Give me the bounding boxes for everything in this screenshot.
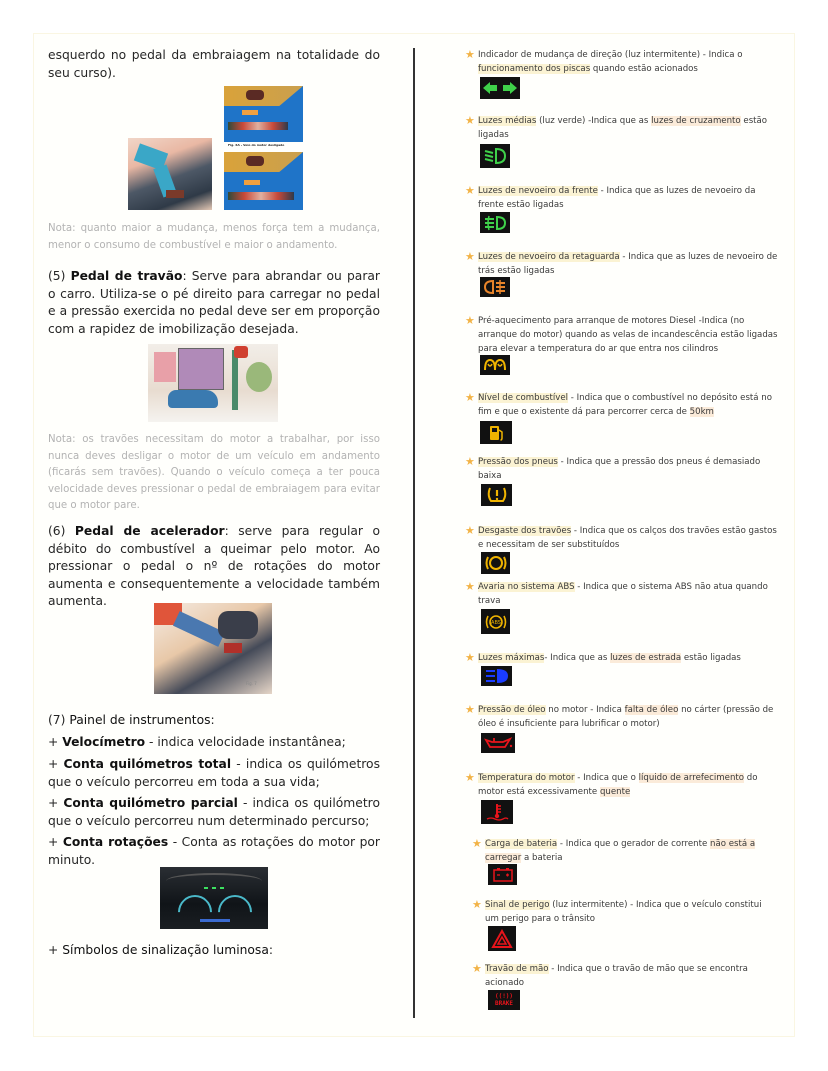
indicator-item-glow-plug: ★ Pré-aquecimento para arranque de motores Diesel -Indica (no arranque do motor) quando as velas de incandescência estão ligadas para elevar a temperatura do ar que entra nos cilindros bbox=[465, 314, 778, 354]
svg-text:ABS: ABS bbox=[490, 619, 501, 626]
highlighted-term: Carga de bateria bbox=[485, 839, 558, 849]
accelerator-pedal-paragraph: (6) Pedal de acelerador: serve para regular o débito do combustível a queimar pelo motor. Ao pressionar o pedal o nº de rotações do motor aumenta e consequentemente a velocidade também aumenta. bbox=[48, 524, 380, 609]
star-icon: ★ bbox=[465, 524, 475, 537]
column-divider bbox=[413, 48, 415, 1018]
indicator-item-tire-pressure: ★ Pressão dos pneus - Indica que a pressão dos pneus é demasiado baixa bbox=[465, 455, 761, 481]
highlighted-phrase: luzes de estrada bbox=[610, 653, 682, 663]
indicator-item-coolant-temp: ★ Temperatura do motor - Indica que o líquido de arrefecimento do motor está excessivamente quente bbox=[465, 771, 758, 797]
brake-illustration bbox=[148, 344, 278, 422]
fuel-icon bbox=[480, 421, 512, 444]
indicator-item-oil-pressure: ★ Pressão de óleo no motor - Indica falta de óleo no cárter (pressão de óleo é insuficiente para lubrificar o motor) bbox=[465, 703, 774, 729]
highlighted-term: Desgaste dos travões bbox=[478, 526, 572, 536]
highlighted-phrase: líquido de arrefecimento bbox=[638, 773, 745, 783]
highlighted-phrase: 50km bbox=[689, 407, 714, 417]
intro-paragraph: esquerdo no pedal da embraiagem na totalidade do seu curso). bbox=[48, 48, 380, 80]
note-gear: Nota: quanto maior a mudança, menos força tem a mudança, menor o consumo de combustível e maior o andamento. bbox=[48, 223, 380, 251]
indicator-item-turn-signal: ★ Indicador de mudança de direção (luz intermitente) - Indica o funcionamento dos piscas quando estão acionados bbox=[465, 48, 743, 74]
indicator-item-abs: ★ Avaria no sistema ABS - Indica que o sistema ABS não atua quando trava bbox=[465, 580, 768, 606]
panel-item-tachometer: + Conta rotações - Conta as rotações do motor por minuto. bbox=[48, 835, 380, 867]
highlighted-term: Luzes médias bbox=[478, 116, 537, 126]
highlighted-term: Sinal de perigo bbox=[485, 900, 550, 910]
highlighted-phrase: não está a carregar bbox=[485, 839, 756, 863]
panel-item-odometer-total: + Conta quilómetros total - indica os quilómetros que o veículo percorreu em toda a sua vida; bbox=[48, 757, 380, 789]
coolant-temp-icon bbox=[481, 800, 513, 824]
rear-fog-icon bbox=[480, 277, 510, 297]
accelerator-pedal-title: Pedal de acelerador bbox=[74, 524, 225, 538]
highlighted-term: Luzes de nevoeiro da retaguarda bbox=[478, 252, 620, 262]
bullet-icon: + bbox=[48, 835, 59, 849]
star-icon: ★ bbox=[472, 898, 482, 911]
panel-item-speedometer: + Velocímetro - indica velocidade instantânea; bbox=[48, 735, 346, 749]
glow-plug-icon bbox=[480, 355, 510, 375]
indicator-item-brake-wear: ★ Desgaste dos travões - Indica que os calços dos travões estão gastos e necessitam de ser substituídos bbox=[465, 524, 777, 550]
indicator-item-rear-fog: ★ Luzes de nevoeiro da retaguarda - Indica que as luzes de nevoeiro de trás estão ligadas bbox=[465, 250, 778, 276]
clutch-foot-illustration bbox=[128, 138, 212, 210]
highlighted-term: Travão de mão bbox=[485, 964, 549, 974]
highlighted-phrase: falta de óleo bbox=[624, 705, 679, 715]
clutch-disengaged-illustration bbox=[224, 152, 303, 210]
indicator-item-battery: ★ Carga de bateria - Indica que o gerador de corrente não está a carregar a bateria bbox=[472, 837, 756, 863]
highlighted-term: Pressão dos pneus bbox=[478, 457, 558, 467]
dashboard-illustration bbox=[160, 867, 268, 929]
highlighted-term: Nível de combustível bbox=[478, 393, 569, 403]
light-symbols-heading: + Símbolos de sinalização luminosa: bbox=[48, 943, 274, 957]
star-icon: ★ bbox=[465, 184, 475, 197]
star-icon: ★ bbox=[472, 837, 482, 850]
brake-wear-icon bbox=[481, 552, 510, 574]
front-fog-icon bbox=[480, 212, 510, 233]
indicator-item-front-fog: ★ Luzes de nevoeiro da frente - Indica que as luzes de nevoeiro da frente estão ligadas bbox=[465, 184, 756, 210]
panel-item-odometer-partial: + Conta quilómetro parcial - indica os quilómetro que o veículo percorreu num determinado percurso; bbox=[48, 796, 380, 828]
highlighted-term: Temperatura do motor bbox=[478, 773, 575, 783]
bullet-icon: + bbox=[48, 757, 59, 771]
indicator-item-fuel: ★ Nível de combustível - Indica que o combustível no depósito está no fim e que o existente dá para percorrer cerca de 50km bbox=[465, 391, 773, 417]
bullet-icon: + bbox=[48, 943, 59, 957]
hazard-icon bbox=[488, 926, 516, 951]
highlighted-term: Avaria no sistema ABS bbox=[478, 582, 575, 592]
bullet-icon: + bbox=[48, 796, 59, 810]
star-icon: ★ bbox=[465, 250, 475, 263]
indicator-item-low-beam: ★ Luzes médias (luz verde) -Indica que as luzes de cruzamento estão ligadas bbox=[465, 114, 768, 140]
star-icon: ★ bbox=[465, 48, 475, 61]
accelerator-illustration: Fig. 7 bbox=[154, 603, 272, 694]
highlighted-term: Luzes de nevoeiro da frente bbox=[478, 186, 598, 196]
instrument-panel-heading: (7) Painel de instrumentos: bbox=[48, 713, 215, 727]
brake-pedal-paragraph: (5) Pedal de travão: Serve para abrandar ou parar o carro. Utiliza-se o pé direito para carregar no pedal e a pressão exercida no pedal deve ser em proporção com a rapidez de imobilização desejada. bbox=[48, 269, 380, 336]
tire-pressure-icon bbox=[481, 484, 512, 506]
high-beam-icon bbox=[481, 666, 512, 686]
indicator-item-parking-brake: ★ Travão de mão - Indica que o travão de mão que se encontra acionado bbox=[472, 962, 748, 988]
battery-icon bbox=[488, 864, 517, 885]
star-icon: ★ bbox=[465, 455, 475, 468]
star-icon: ★ bbox=[465, 314, 475, 327]
indicator-item-hazard: ★ Sinal de perigo (luz intermitente) - Indica que o veículo constitui um perigo para o trânsito bbox=[472, 898, 762, 924]
oil-pressure-icon bbox=[481, 733, 515, 753]
clutch-engaged-illustration bbox=[224, 86, 303, 142]
instrument-panel-title: Painel de instrumentos bbox=[69, 713, 211, 727]
low-beam-icon bbox=[480, 144, 510, 168]
note-brakes: Nota: os travões necessitam do motor a trabalhar, por isso nunca deves desligar o motor de um veículo em andamento (ficarás sem travões). Quando o veículo começa a ter pouca velocidade deves pressionar o pedal de embraiagem para evitar que o motor pare. bbox=[48, 434, 380, 512]
figure-caption: Fig. 6A - Veio do motor desligado bbox=[228, 143, 285, 147]
star-icon: ★ bbox=[465, 651, 475, 664]
highlighted-phrase: quente bbox=[599, 787, 631, 797]
star-icon: ★ bbox=[465, 771, 475, 784]
highlighted-term: Pressão de óleo bbox=[478, 705, 546, 715]
star-icon: ★ bbox=[465, 114, 475, 127]
star-icon: ★ bbox=[472, 962, 482, 975]
brake-pedal-title: Pedal de travão bbox=[70, 269, 183, 283]
highlighted-term: Luzes máximas bbox=[478, 653, 545, 663]
highlighted-phrase: luzes de cruzamento bbox=[651, 116, 741, 126]
star-icon: ★ bbox=[465, 580, 475, 593]
bullet-icon: + bbox=[48, 735, 59, 749]
turn-signal-icon bbox=[480, 77, 520, 99]
parking-brake-icon: ((!)) BRAKE bbox=[488, 990, 520, 1010]
star-icon: ★ bbox=[465, 703, 475, 716]
highlighted-term: funcionamento dos piscas bbox=[478, 64, 591, 74]
star-icon: ★ bbox=[465, 391, 475, 404]
indicator-item-high-beam: ★ Luzes máximas- Indica que as luzes de estrada estão ligadas bbox=[465, 651, 741, 664]
abs-icon bbox=[481, 609, 510, 634]
